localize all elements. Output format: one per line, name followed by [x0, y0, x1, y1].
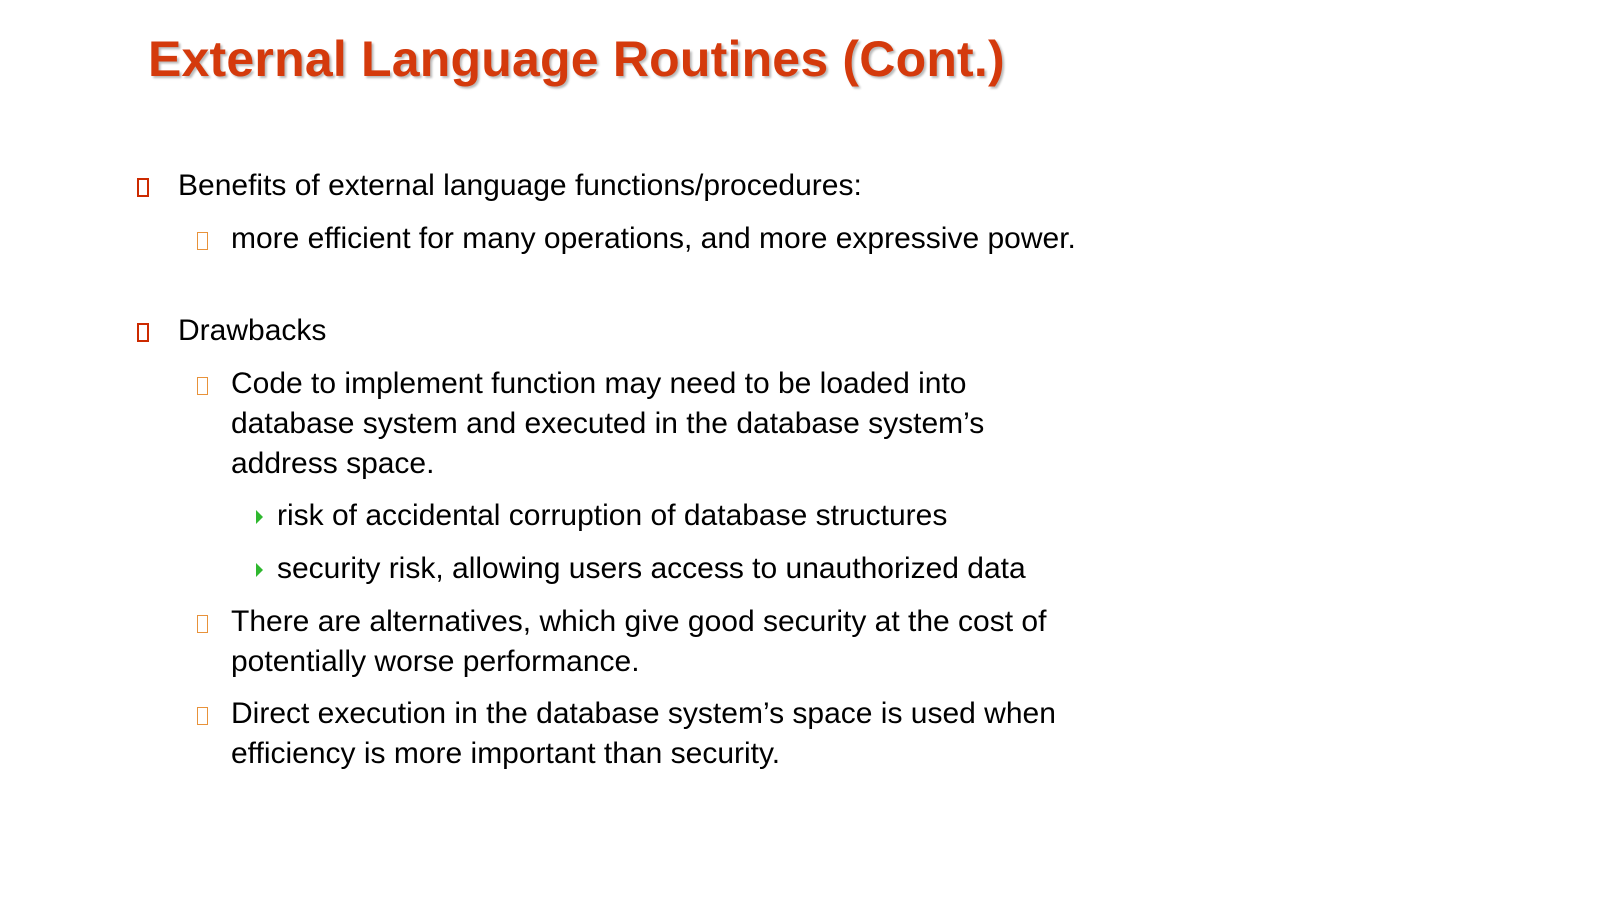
square-bullet-icon: [197, 615, 208, 633]
bullet-item-benefits: [178, 166, 1178, 206]
square-bullet-icon: [137, 178, 149, 197]
bullet-text: risk of accidental corruption of database structures: [277, 499, 948, 532]
bullet-text: Benefits of external language functions/procedures:: [178, 169, 862, 202]
triangle-bullet-icon: [256, 510, 263, 524]
bullet-item-security-risk: [277, 549, 1177, 589]
slide-title: External Language Routines (Cont.): [148, 31, 1005, 87]
bullet-text: security risk, allowing users access to unauthorized data: [277, 552, 1026, 585]
bullet-text: Code to implement function may need to be loaded into database system and executed in the database system’s address space.: [231, 367, 985, 480]
square-bullet-icon: [197, 707, 208, 725]
bullet-item-drawbacks: [178, 311, 1178, 351]
triangle-bullet-icon: [256, 563, 263, 577]
bullet-text: Drawbacks: [178, 314, 327, 347]
bullet-text: Direct execution in the database system’s space is used when efficiency is more important than security.: [231, 697, 1056, 770]
bullet-text: There are alternatives, which give good security at the cost of potentially worse performance.: [231, 605, 1047, 678]
square-bullet-icon: [197, 232, 208, 250]
bullet-item-efficient: [231, 219, 1091, 259]
bullet-item-direct-execution: [231, 694, 1151, 774]
square-bullet-icon: [137, 323, 149, 342]
bullet-item-corruption-risk: [277, 496, 1177, 536]
bullet-text: more efficient for many operations, and more expressive power.: [231, 222, 1076, 255]
bullet-item-code-loaded: [231, 364, 1091, 484]
square-bullet-icon: [197, 377, 208, 395]
bullet-item-alternatives: [231, 602, 1151, 682]
